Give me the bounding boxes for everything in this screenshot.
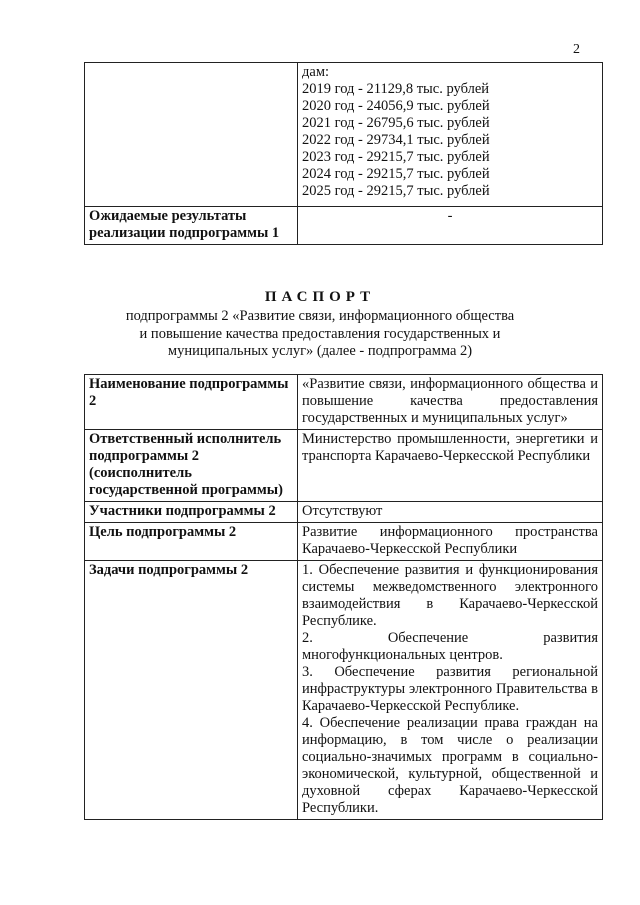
funding-row [85,63,603,207]
row-label: Наименование подпрограммы 2 [85,375,298,430]
subtitle-line: подпрограммы 2 «Развитие связи, информационного общества [125,308,515,324]
task-item: 2. Обеспечение развития многофункциональных центров. [302,630,598,663]
expected-results-row [85,207,603,245]
funding-line: 2024 год - 29215,7 тыс. рублей [302,166,490,182]
row-value: Развитие информационного пространства Карачаево-Черкесской Республики [298,523,603,561]
passport-row-tasks [85,561,603,820]
expected-results-value: - [298,207,603,245]
funding-line: 2023 год - 29215,7 тыс. рублей [302,149,490,165]
funding-line: 2021 год - 26795,6 тыс. рублей [302,115,490,131]
funding-line: 2020 год - 24056,9 тыс. рублей [302,98,490,114]
row-label: Задачи подпрограммы 2 [85,561,298,820]
passport-row-name [85,375,603,430]
funding-line: 2025 год - 29215,7 тыс. рублей [302,183,490,199]
passport-table [84,374,603,820]
funding-line: 2019 год - 21129,8 тыс. рублей [302,81,490,97]
passport-row-participants [85,502,603,523]
row-value: Отсутствуют [298,502,603,523]
expected-results-label: Ожидаемые результаты реализации подпрограммы 1 [85,207,298,245]
passport-row-executor [85,430,603,502]
task-item: 3. Обеспечение развития региональной инфраструктуры электронного Правительства в Карачаево-Черкесской Республике. [302,664,598,714]
page-number: 2 [573,42,580,57]
passport-subtitle [120,308,520,361]
funding-line: 2022 год - 29734,1 тыс. рублей [302,132,490,148]
funding-table [84,62,603,245]
subtitle-line: муниципальных услуг» (далее - подпрограмма 2) [167,343,473,359]
funding-label-cell [85,63,298,207]
task-item: 1. Обеспечение развития и функционирования системы межведомственного электронного взаимодействия в Карачаево-Черкесской Республике. [302,562,598,629]
row-value: «Развитие связи, информационного общества и повышение качества предоставления государственных и муниципальных услуг» [298,375,603,430]
passport-title: ПАСПОРТ [264,289,376,305]
funding-line: дам: [302,64,330,80]
tasks-list [298,561,603,820]
row-label: Ответственный исполнитель подпрограммы 2 (соисполнитель государственной программы) [85,430,298,502]
subtitle-line: и повышение качества предоставления государственных и [139,325,501,342]
row-label: Участники подпрограммы 2 [85,502,298,523]
row-label: Цель подпрограммы 2 [85,523,298,561]
passport-row-goal [85,523,603,561]
funding-values-cell [298,63,603,207]
task-item: 4. Обеспечение реализации права граждан на информацию, в том числе о реализации социально-значимых программ в социально-экономической, культурной, общественной и духовной сферах Карачаево-Черкесской Республики. [302,715,598,816]
row-value: Министерство промышленности, энергетики и транспорта Карачаево-Черкесской Республики [298,430,603,502]
